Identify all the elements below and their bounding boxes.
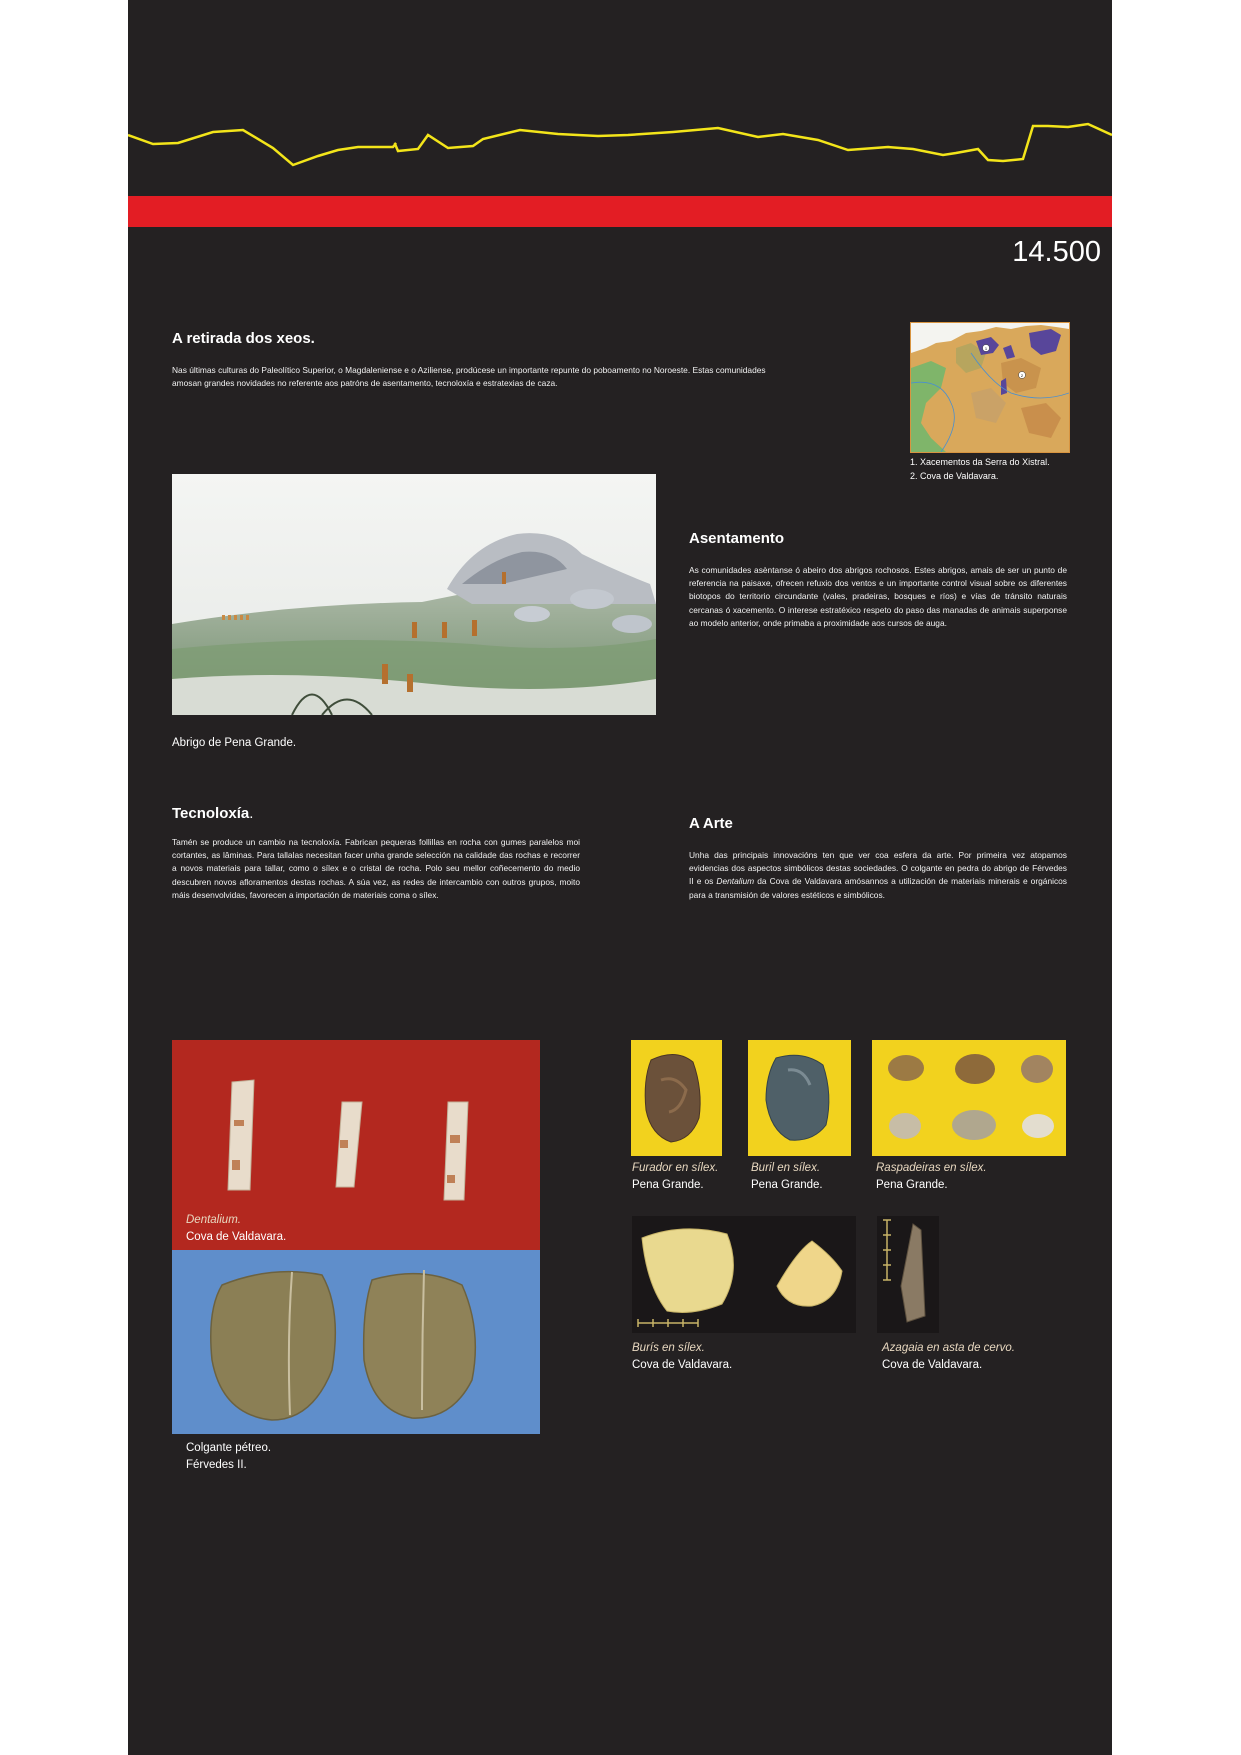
raspadeiras-name: Raspadeiras en sílex. — [876, 1162, 987, 1174]
buril-name: Buril en sílex. — [751, 1162, 821, 1174]
map-caption — [910, 456, 1050, 483]
colgante-caption — [186, 1440, 271, 1474]
buril-place: Pena Grande. — [751, 1179, 823, 1191]
azagaia-place: Cova de Valdavara. — [882, 1359, 983, 1371]
tecnoloxia-title-text: Tecnoloxía — [172, 805, 250, 822]
tecnoloxia-text: Tamén se produce un cambio na tecnoloxía. Fabrican pequeras follillas en rocha con gumes paralelos moi cortantes, as lâminas. Para tallalas necesitan facer unha grande selección na calidade das rochas e recorrer a novos materiais para tallar, como o sílex e o cristal de rocha. Polo seu mellor coñecemento do medio descubren novos afloramentos destas rochas. A súa vez, as redes de intercambio con outros grupos, moito máis desenvolvidas, favorecen a importación de materiais coma o sílex. — [172, 837, 580, 900]
furador-name: Furador en sílex. — [632, 1162, 719, 1174]
galicia-map — [910, 322, 1070, 453]
arte-text-a: Unha das principais innovacións ten que ver coa esfera da arte. Por primeira vez atopamos evidencias dos aspectos simbólicos destas sociedades. O colgante en pedra do abrigo de Férvedes II e os — [689, 850, 1067, 887]
dentalium-caption — [186, 1212, 286, 1246]
intro-title: A retirada dos xeos. — [172, 330, 315, 347]
painting-caption: Abrigo de Pena Grande. — [172, 737, 297, 749]
asentamento-title: Asentamento — [689, 530, 785, 547]
pena-grande-painting — [172, 474, 656, 715]
furador-place: Pena Grande. — [632, 1179, 704, 1191]
arte-text-b: da Cova de Valdavara amósannos a utilización de materiais minerais e orgánicos para a transmisión de valores estéticos e simbólicos. — [689, 876, 1067, 900]
intro-text: Nas últimas culturas do Paleolítico Superior, o Magdaleniense e o Aziliense, prodúcese un importante repunte do poboamento no Noroeste. Estas comunidades amosan grandes novidades no referente aos patróns de asentamento, tecnoloxía e estratexias de caza. — [172, 365, 766, 389]
asentamento-text: As comunidades asèntanse ó abeiro dos abrigos rochosos. Estes abrigos, amais de ser un punto de referencia na paisaxe, ofrecen refuxio dos ventos e un importante control visual sobre os diferentes biotopos do territorio circundante (vales, pradeiras, bosques e ríos) e vías de tránsito naturais cercanas ó xacemento. O interese estratéxico respeto do paso das manadas de animais superponse ao modelo anterior, onde primaba a proximidade aos cursos de auga. — [689, 565, 1067, 628]
burils-caption — [632, 1340, 732, 1374]
year-label: 14.500 — [1012, 236, 1101, 268]
map-marker-1: 1 — [984, 346, 988, 351]
colgante-photo — [172, 1250, 540, 1434]
colgante-name: Colgante pétreo. — [186, 1442, 272, 1454]
map-caption-1: 1. Xacementos da Serra do Xistral. — [910, 457, 1050, 467]
raspadeiras-photo — [872, 1040, 1066, 1156]
burils-photo — [632, 1216, 856, 1333]
red-band — [128, 196, 1112, 227]
azagaia-caption — [882, 1340, 1015, 1374]
azagaia-name: Azagaia en asta de cervo. — [882, 1342, 1015, 1354]
tecnoloxia-title-suffix: . — [249, 805, 254, 822]
burils-name: Burís en sílex. — [632, 1342, 705, 1354]
ridge-line — [128, 110, 1112, 180]
azagaia-photo — [877, 1216, 939, 1333]
dentalium-photo — [172, 1040, 540, 1250]
arte-text-em: Dentalium — [716, 876, 755, 887]
furador-photo — [631, 1040, 722, 1156]
dentalium-name: Dentalium. — [186, 1214, 241, 1226]
tecnoloxia-title — [172, 805, 253, 822]
raspadeiras-caption — [876, 1160, 987, 1194]
buril-photo — [748, 1040, 851, 1156]
colgante-place: Férvedes II. — [186, 1459, 247, 1471]
arte-text — [689, 849, 1067, 902]
furador-caption — [632, 1160, 718, 1194]
raspadeiras-place: Pena Grande. — [876, 1179, 948, 1191]
burils-place: Cova de Valdavara. — [632, 1359, 733, 1371]
map-caption-2: 2. Cova de Valdavara. — [910, 470, 999, 481]
buril-caption — [751, 1160, 823, 1194]
map-marker-2: 2 — [1020, 373, 1024, 378]
dentalium-place: Cova de Valdavara. — [186, 1231, 287, 1243]
arte-title: A Arte — [689, 815, 733, 832]
